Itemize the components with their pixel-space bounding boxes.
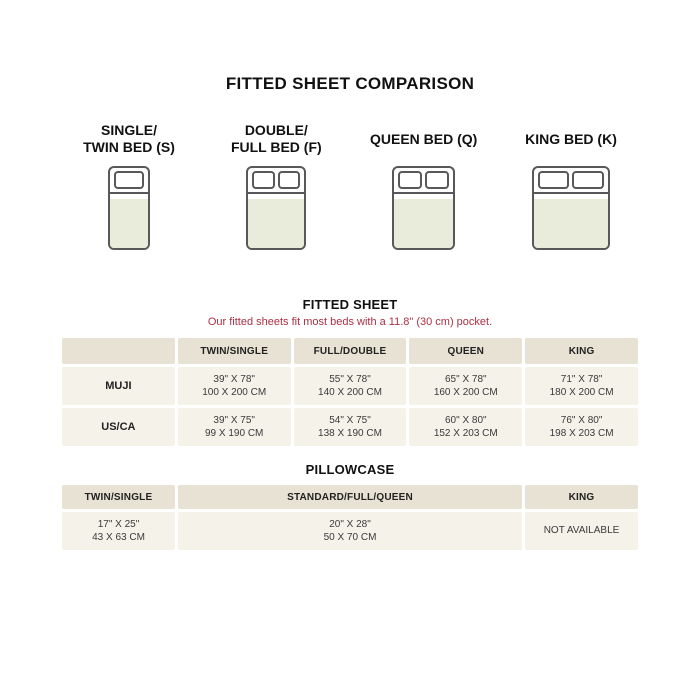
column-header-queen: QUEEN [409, 338, 522, 364]
pillow-area [248, 168, 304, 194]
size-cell-muji-queen [409, 367, 522, 405]
fitted-sheet-area [110, 199, 148, 248]
column-header-pillow-king: KING [525, 485, 638, 509]
pillow-icon [278, 171, 301, 189]
fitted-sheet-heading: FITTED SHEET [302, 297, 398, 312]
size-inches: 71" X 78" [560, 373, 603, 385]
size-cell-usca-full [294, 408, 407, 446]
bed-label-line2: FULL BED (F) [230, 139, 322, 155]
size-cm: 198 X 203 CM [549, 428, 614, 439]
size-cell-pillow-twin [62, 512, 175, 550]
column-header-full-double: FULL/DOUBLE [294, 338, 407, 364]
pillow-icon [252, 171, 275, 189]
bed-label-queen [370, 122, 477, 156]
bed-label-king [525, 122, 617, 156]
size-cm: 180 X 200 CM [549, 387, 614, 398]
page-title: FITTED SHEET COMPARISON [225, 74, 475, 93]
size-cell-muji-full [294, 367, 407, 405]
bed-column-queen [354, 122, 494, 250]
size-cm: 160 X 200 CM [433, 387, 498, 398]
bed-label-line1: SINGLE/ [100, 122, 157, 139]
fitted-sheet-area [534, 199, 608, 248]
size-cm: 138 X 190 CM [318, 428, 382, 439]
size-cell-usca-king [525, 408, 638, 446]
size-cm: 43 X 63 CM [92, 532, 145, 543]
column-header-twin-single: TWIN/SINGLE [178, 338, 291, 364]
bed-diagrams-row [59, 122, 641, 250]
pillow-icon [572, 171, 604, 189]
bed-diagram-queen [392, 166, 455, 250]
bed-diagram-king [532, 166, 610, 250]
fitted-sheet-area [394, 199, 453, 248]
table-corner-cell [62, 338, 175, 364]
bed-column-double [206, 122, 346, 250]
column-header-pillow-twin-single: TWIN/SINGLE [62, 485, 175, 509]
size-inches: NOT AVAILABLE [543, 525, 620, 537]
size-inches: 39" X 78" [213, 373, 255, 385]
pillow-area [534, 168, 608, 194]
bed-column-king [501, 122, 641, 250]
size-cm: 100 X 200 CM [202, 387, 267, 398]
bed-label-line1: DOUBLE/ [244, 122, 308, 139]
row-label-muji: MUJI [62, 367, 175, 405]
size-cell-usca-queen [409, 408, 522, 446]
bed-label-line2: TWIN BED (S) [83, 139, 175, 155]
row-label-us-ca: US/CA [62, 408, 175, 446]
fitted-sheet-area [248, 199, 304, 248]
pillow-icon [398, 171, 422, 189]
size-inches: 60" X 80" [445, 414, 487, 426]
size-cm: 50 X 70 CM [323, 532, 377, 543]
size-cell-usca-twin [178, 408, 291, 446]
bed-label-single [83, 122, 175, 156]
bed-diagram-single [108, 166, 150, 250]
size-inches: 54" X 75" [329, 414, 371, 426]
bed-label-double [231, 122, 322, 156]
size-cm: 152 X 203 CM [433, 428, 498, 439]
bed-label-line1: KING BED (K) [525, 130, 617, 147]
pillow-area [394, 168, 453, 194]
pillowcase-table [62, 485, 638, 550]
size-inches: 39" X 75" [213, 414, 255, 426]
size-cm: 99 X 190 CM [205, 428, 264, 439]
size-inches: 20" X 28" [329, 518, 371, 530]
size-inches: 76" X 80" [560, 414, 603, 426]
size-cell-pillow-king-not-available [525, 512, 638, 550]
pillowcase-heading: PILLOWCASE [305, 462, 395, 477]
pillow-icon [425, 171, 449, 189]
size-cell-muji-twin [178, 367, 291, 405]
size-inches: 55" X 78" [329, 373, 371, 385]
bed-column-single [59, 122, 199, 250]
size-cm: 140 X 200 CM [318, 387, 382, 398]
fitted-sheet-table [62, 338, 638, 446]
column-header-king: KING [525, 338, 638, 364]
pillow-area [110, 168, 148, 194]
bed-diagram-double [246, 166, 306, 250]
fitted-sheet-subtitle: Our fitted sheets fit most beds with a 11.8" (30 cm) pocket. [207, 316, 493, 328]
size-cell-pillow-standard [178, 512, 522, 550]
size-inches: 65" X 78" [445, 373, 487, 385]
column-header-pillow-standard: STANDARD/FULL/QUEEN [178, 485, 522, 509]
pillow-icon [538, 171, 570, 189]
size-cell-muji-king [525, 367, 638, 405]
size-inches: 17" X 25" [97, 518, 140, 530]
pillow-icon [114, 171, 144, 189]
bed-label-line1: QUEEN BED (Q) [369, 130, 478, 147]
